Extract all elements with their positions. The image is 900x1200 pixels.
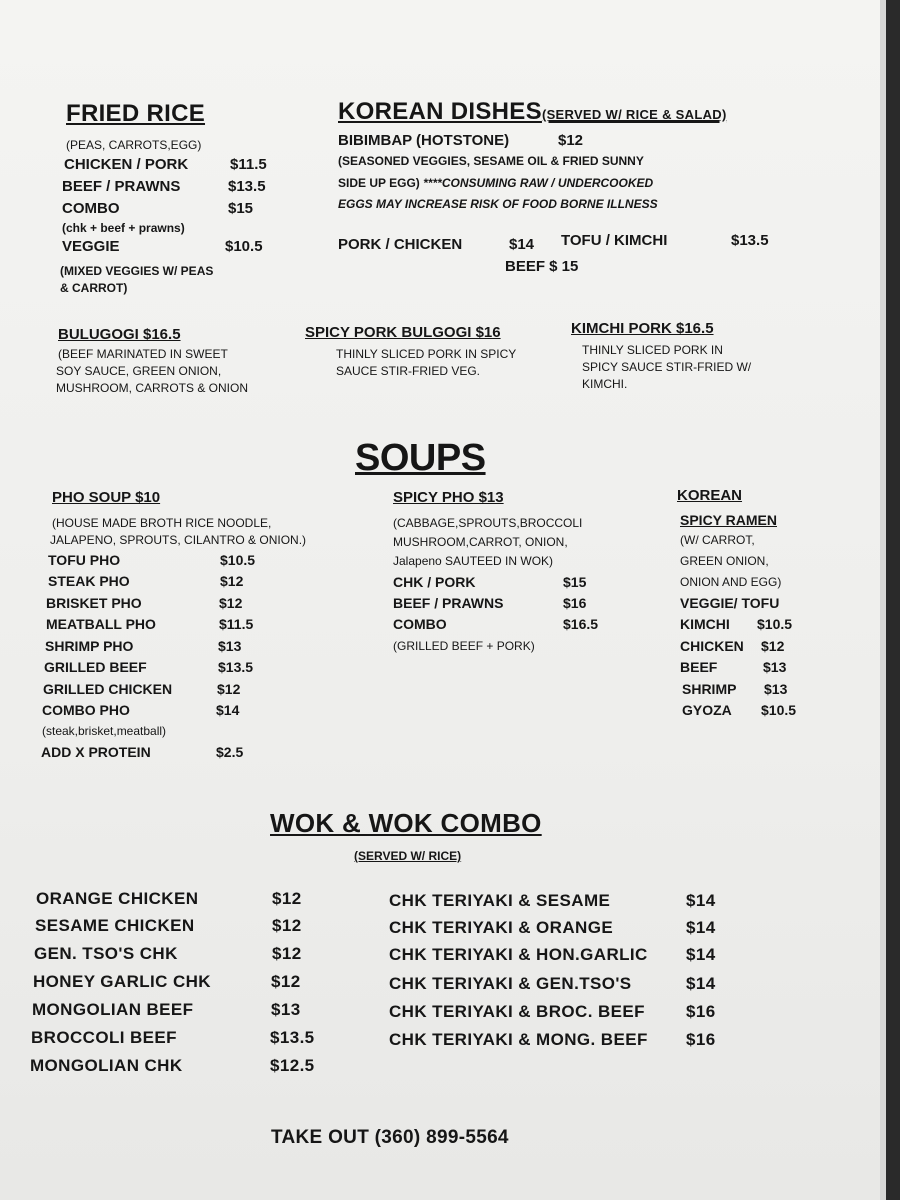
ramen-veggie-tofu: VEGGIE/ TOFU — [680, 595, 780, 611]
pho-item-name: GRILLED BEEF — [44, 659, 147, 675]
pho-item-price: $12 — [219, 595, 243, 611]
spicy-pho-desc: Jalapeno SAUTEED IN WOK) — [393, 554, 554, 568]
bibimbap-desc: (SEASONED VEGGIES, SESAME OIL & FRIED SUNNY — [338, 154, 644, 168]
bibimbap-warning: EGGS MAY INCREASE RISK OF FOOD BORNE ILLNESS — [338, 197, 658, 211]
spicy-pho-item-name: COMBO — [393, 616, 447, 632]
bulugogi-desc: (BEEF MARINATED IN SWEET — [58, 347, 228, 361]
wok-combo-name: CHK TERIYAKI & GEN.TSO'S — [389, 974, 632, 993]
wok-item-name: GEN. TSO'S CHK — [34, 944, 178, 963]
wok-title: WOK & WOK COMBO — [270, 808, 542, 838]
wok-combo-price: $14 — [686, 974, 716, 993]
tofu-kimchi-price: $13.5 — [731, 232, 769, 249]
spicy-pho-item-price: $16 — [563, 595, 587, 611]
pho-item-name: TOFU PHO — [48, 552, 121, 568]
spicy-pork-bulgogi-title: SPICY PORK BULGOGI $16 — [305, 324, 501, 341]
wok-item-price: $12 — [272, 889, 302, 908]
ramen-item-name: KIMCHI — [680, 616, 730, 632]
wok-combo-price: $14 — [686, 891, 716, 910]
fried-rice-note: (PEAS, CARROTS,EGG) — [66, 138, 202, 152]
ramen-item-price: $10.5 — [757, 616, 793, 632]
korean-dishes-title — [338, 98, 727, 126]
spicy-pork-bulgogi-desc: SAUCE STIR-FRIED VEG. — [336, 364, 481, 378]
wok-item-name: SESAME CHICKEN — [35, 916, 195, 935]
ramen-item-name: SHRIMP — [682, 681, 737, 697]
kimchi-pork-desc: THINLY SLICED PORK IN — [582, 343, 723, 357]
wok-combo-name: CHK TERIYAKI & MONG. BEEF — [389, 1030, 648, 1049]
bibimbap-warning: ****CONSUMING RAW / UNDERCOOKED — [423, 176, 654, 190]
wok-item-price: $12.5 — [270, 1056, 315, 1075]
wok-item-price: $12 — [271, 972, 301, 991]
fried-rice-combo-note: (chk + beef + prawns) — [62, 221, 185, 235]
pho-item-name: MEATBALL PHO — [46, 616, 156, 632]
add-protein-price: $2.5 — [216, 744, 244, 760]
bibimbap-desc-a: SIDE UP EGG) — [338, 176, 420, 190]
pho-item-price: $12 — [217, 681, 241, 697]
wok-served: (SERVED W/ RICE) — [354, 849, 462, 863]
pho-item-price: $13 — [218, 638, 242, 654]
ramen-item-name: BEEF — [680, 659, 718, 675]
spicy-pho-item-price: $16.5 — [563, 616, 599, 632]
ramen-subtitle: SPICY RAMEN — [680, 512, 777, 528]
ramen-item-name: CHICKEN — [680, 638, 744, 654]
wok-combo-price: $14 — [686, 945, 716, 964]
fried-rice-veggie-name: VEGGIE — [62, 238, 120, 255]
wok-item-name: ORANGE CHICKEN — [36, 889, 199, 908]
take-out-phone: TAKE OUT (360) 899-5564 — [271, 1127, 509, 1148]
pho-soup-desc: JALAPENO, SPROUTS, CILANTRO & ONION.) — [50, 533, 307, 547]
wok-item-price: $13 — [271, 1000, 301, 1019]
pho-item-price: $12 — [220, 573, 244, 589]
wok-combo-name: CHK TERIYAKI & HON.GARLIC — [389, 945, 648, 964]
wok-combo-name: CHK TERIYAKI & SESAME — [389, 891, 611, 910]
wok-item-price: $12 — [272, 916, 302, 935]
pho-soup-desc: (HOUSE MADE BROTH RICE NOODLE, — [52, 516, 272, 530]
korean-dishes-served: (SERVED W/ RICE & SALAD) — [541, 107, 727, 122]
fried-rice-item-price: $11.5 — [230, 156, 267, 173]
wok-item-name: HONEY GARLIC CHK — [33, 972, 211, 991]
pho-soup-title: PHO SOUP $10 — [52, 489, 161, 506]
wok-item-name: MONGOLIAN CHK — [30, 1056, 183, 1075]
soups-title: SOUPS — [355, 437, 486, 479]
pho-item-name: SHRIMP PHO — [45, 638, 134, 654]
bulugogi-desc: SOY SAUCE, GREEN ONION, — [56, 364, 222, 378]
pho-item-price: $13.5 — [218, 659, 254, 675]
ramen-title: KOREAN — [677, 487, 743, 504]
spicy-pho-title: SPICY PHO $13 — [393, 489, 504, 506]
spicy-pho-item-price: $15 — [563, 574, 587, 590]
kimchi-pork-desc: KIMCHI. — [582, 377, 628, 391]
wok-combo-price: $14 — [686, 918, 716, 937]
spicy-pho-desc: MUSHROOM,CARROT, ONION, — [393, 535, 568, 549]
ramen-item-price: $10.5 — [761, 702, 797, 718]
korean-dishes-heading: KOREAN DISHES — [338, 98, 542, 125]
pho-item-name: GRILLED CHICKEN — [43, 681, 173, 697]
fried-rice-veggie-note: (MIXED VEGGIES W/ PEAS — [60, 264, 214, 278]
pho-item-price: $11.5 — [219, 616, 254, 632]
wok-item-name: MONGOLIAN BEEF — [32, 1000, 194, 1019]
add-protein-name: ADD X PROTEIN — [41, 744, 151, 760]
spicy-pho-combo-note: (GRILLED BEEF + PORK) — [393, 639, 535, 653]
spicy-pho-item-name: BEEF / PRAWNS — [393, 595, 504, 611]
spicy-pork-bulgogi-desc: THINLY SLICED PORK IN SPICY — [336, 347, 517, 361]
bibimbap-name: BIBIMBAP (HOTSTONE) — [338, 132, 510, 149]
pho-item-price: $14 — [216, 702, 240, 718]
pork-chicken-name: PORK / CHICKEN — [338, 236, 463, 253]
ramen-item-price: $12 — [761, 638, 785, 654]
wok-item-price: $13.5 — [270, 1028, 315, 1047]
wok-combo-name: CHK TERIYAKI & ORANGE — [389, 918, 614, 937]
fried-rice-item-name: BEEF / PRAWNS — [62, 178, 181, 195]
fried-rice-item-name: CHICKEN / PORK — [64, 156, 189, 173]
pho-combo-note: (steak,brisket,meatball) — [42, 724, 167, 738]
bulugogi-desc: MUSHROOM, CARROTS & ONION — [56, 381, 249, 395]
pho-item-name: COMBO PHO — [42, 702, 130, 718]
bulugogi-title: BULUGOGI $16.5 — [58, 326, 181, 343]
pho-item-price: $10.5 — [220, 552, 256, 568]
ramen-item-price: $13 — [763, 659, 787, 675]
wok-item-price: $12 — [272, 944, 302, 963]
spicy-pho-desc: (CABBAGE,SPROUTS,BROCCOLI — [393, 516, 583, 530]
bibimbap-price: $12 — [558, 132, 584, 149]
ramen-desc: GREEN ONION, — [680, 554, 769, 568]
tofu-kimchi-name: TOFU / KIMCHI — [561, 232, 668, 249]
table-background — [886, 0, 900, 1200]
pho-item-name: STEAK PHO — [48, 573, 130, 589]
spicy-pho-item-name: CHK / PORK — [393, 574, 476, 590]
pho-item-name: BRISKET PHO — [46, 595, 142, 611]
fried-rice-item-price: $13.5 — [228, 178, 266, 195]
wok-item-name: BROCCOLI BEEF — [31, 1028, 177, 1047]
ramen-item-name: GYOZA — [682, 702, 732, 718]
beef-line: BEEF $ 15 — [505, 258, 579, 275]
wok-combo-price: $16 — [686, 1030, 716, 1049]
pork-chicken-price: $14 — [509, 236, 535, 253]
fried-rice-title: FRIED RICE — [66, 100, 206, 127]
fried-rice-veggie-price: $10.5 — [225, 238, 263, 255]
fried-rice-item-name: COMBO — [62, 200, 120, 217]
wok-combo-price: $16 — [686, 1002, 716, 1021]
ramen-item-price: $13 — [764, 681, 788, 697]
bibimbap-desc — [338, 176, 653, 190]
ramen-desc: (W/ CARROT, — [680, 533, 755, 547]
wok-combo-name: CHK TERIYAKI & BROC. BEEF — [389, 1002, 645, 1021]
kimchi-pork-desc: SPICY SAUCE STIR-FRIED W/ — [582, 360, 752, 374]
kimchi-pork-title: KIMCHI PORK $16.5 — [571, 320, 714, 337]
fried-rice-item-price: $15 — [228, 200, 254, 217]
ramen-desc: ONION AND EGG) — [680, 575, 782, 589]
fried-rice-veggie-note: & CARROT) — [60, 281, 128, 295]
